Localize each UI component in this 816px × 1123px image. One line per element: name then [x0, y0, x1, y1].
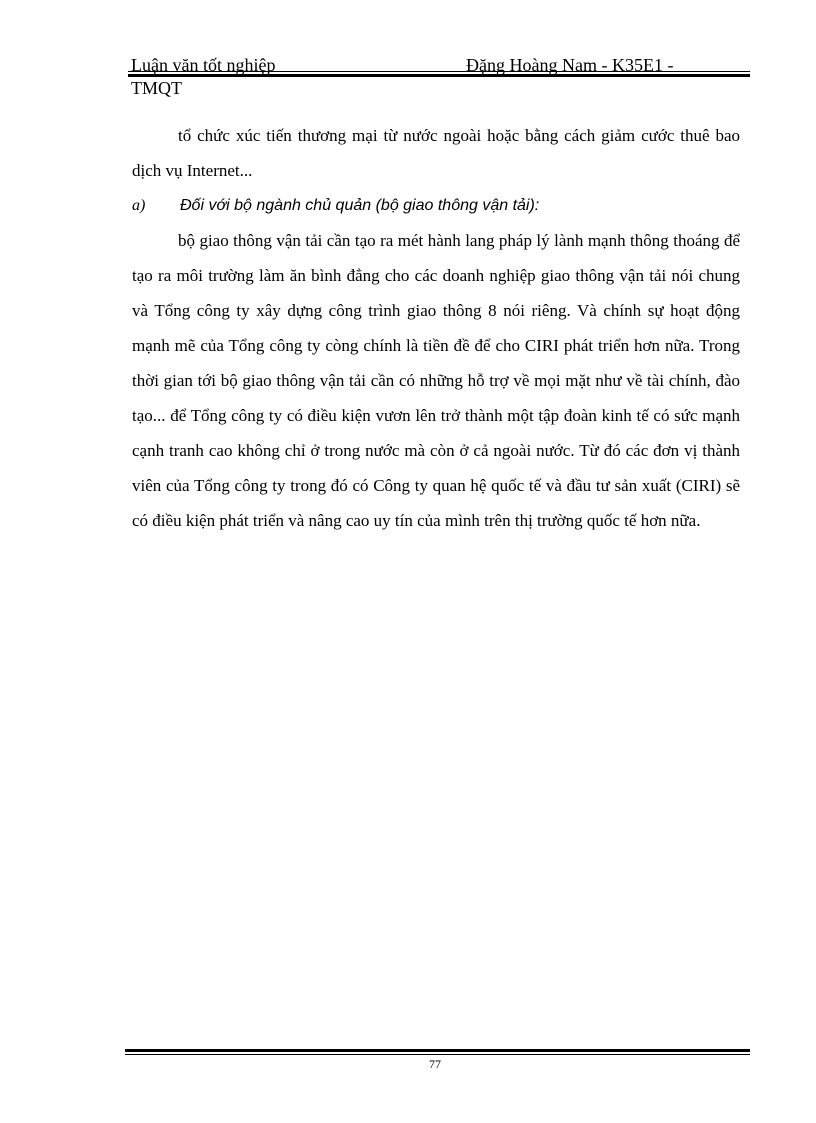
section-heading: [132, 188, 740, 223]
paragraph-1: tổ chức xúc tiến thương mại từ nước ngoài hoặc bằng cách giảm cước thuê bao dịch vụ Internet...: [132, 126, 740, 180]
header-left-title: Luận văn tốt nghiệp: [131, 55, 276, 75]
page-number: 77: [429, 1057, 441, 1071]
header-rule-thick: [128, 74, 750, 77]
section-label: a): [132, 197, 146, 214]
header-continuation: TMQT: [131, 78, 182, 98]
section-title: Đối với bộ ngành chủ quản (bộ giao thông vận tải):: [180, 197, 540, 214]
page-body: [132, 118, 740, 538]
paragraph-2: bộ giao thông vận tải cần tạo ra mét hành lang pháp lý lành mạnh thông thoáng để tạo ra môi trường làm ăn bình đẳng cho các doanh nghiệp giao thông vận tải nói chung và Tổng công ty xây dựng công trình giao thông 8 nói riêng. Và chính sự hoạt động mạnh mẽ của Tổng công ty còng chính là tiền đề để cho CIRI phát triển hơn nữa. Trong thời gian tới bộ giao thông vận tải cần có những hỗ trợ về mọi mặt như về tài chính, đào tạo... để Tổng công ty có điều kiện vươn lên trở thành một tập đoàn kinh tế có sức mạnh cạnh tranh cao không chỉ ở trong nước mà còn ở cả ngoài nước. Từ đó các đơn vị thành viên của Tổng công ty trong đó có Công ty quan hệ quốc tế và đầu tư sản xuất (CIRI) sẽ có điều kiện phát triển và nâng cao uy tín của mình trên thị trường quốc tế hơn nữa.: [132, 231, 740, 530]
header-rule-thin: [128, 71, 750, 72]
footer-rule-thin: [125, 1054, 750, 1055]
footer-rule-thick: [125, 1049, 750, 1052]
header-author: Đặng Hoàng Nam - K35E1 -: [466, 55, 674, 75]
